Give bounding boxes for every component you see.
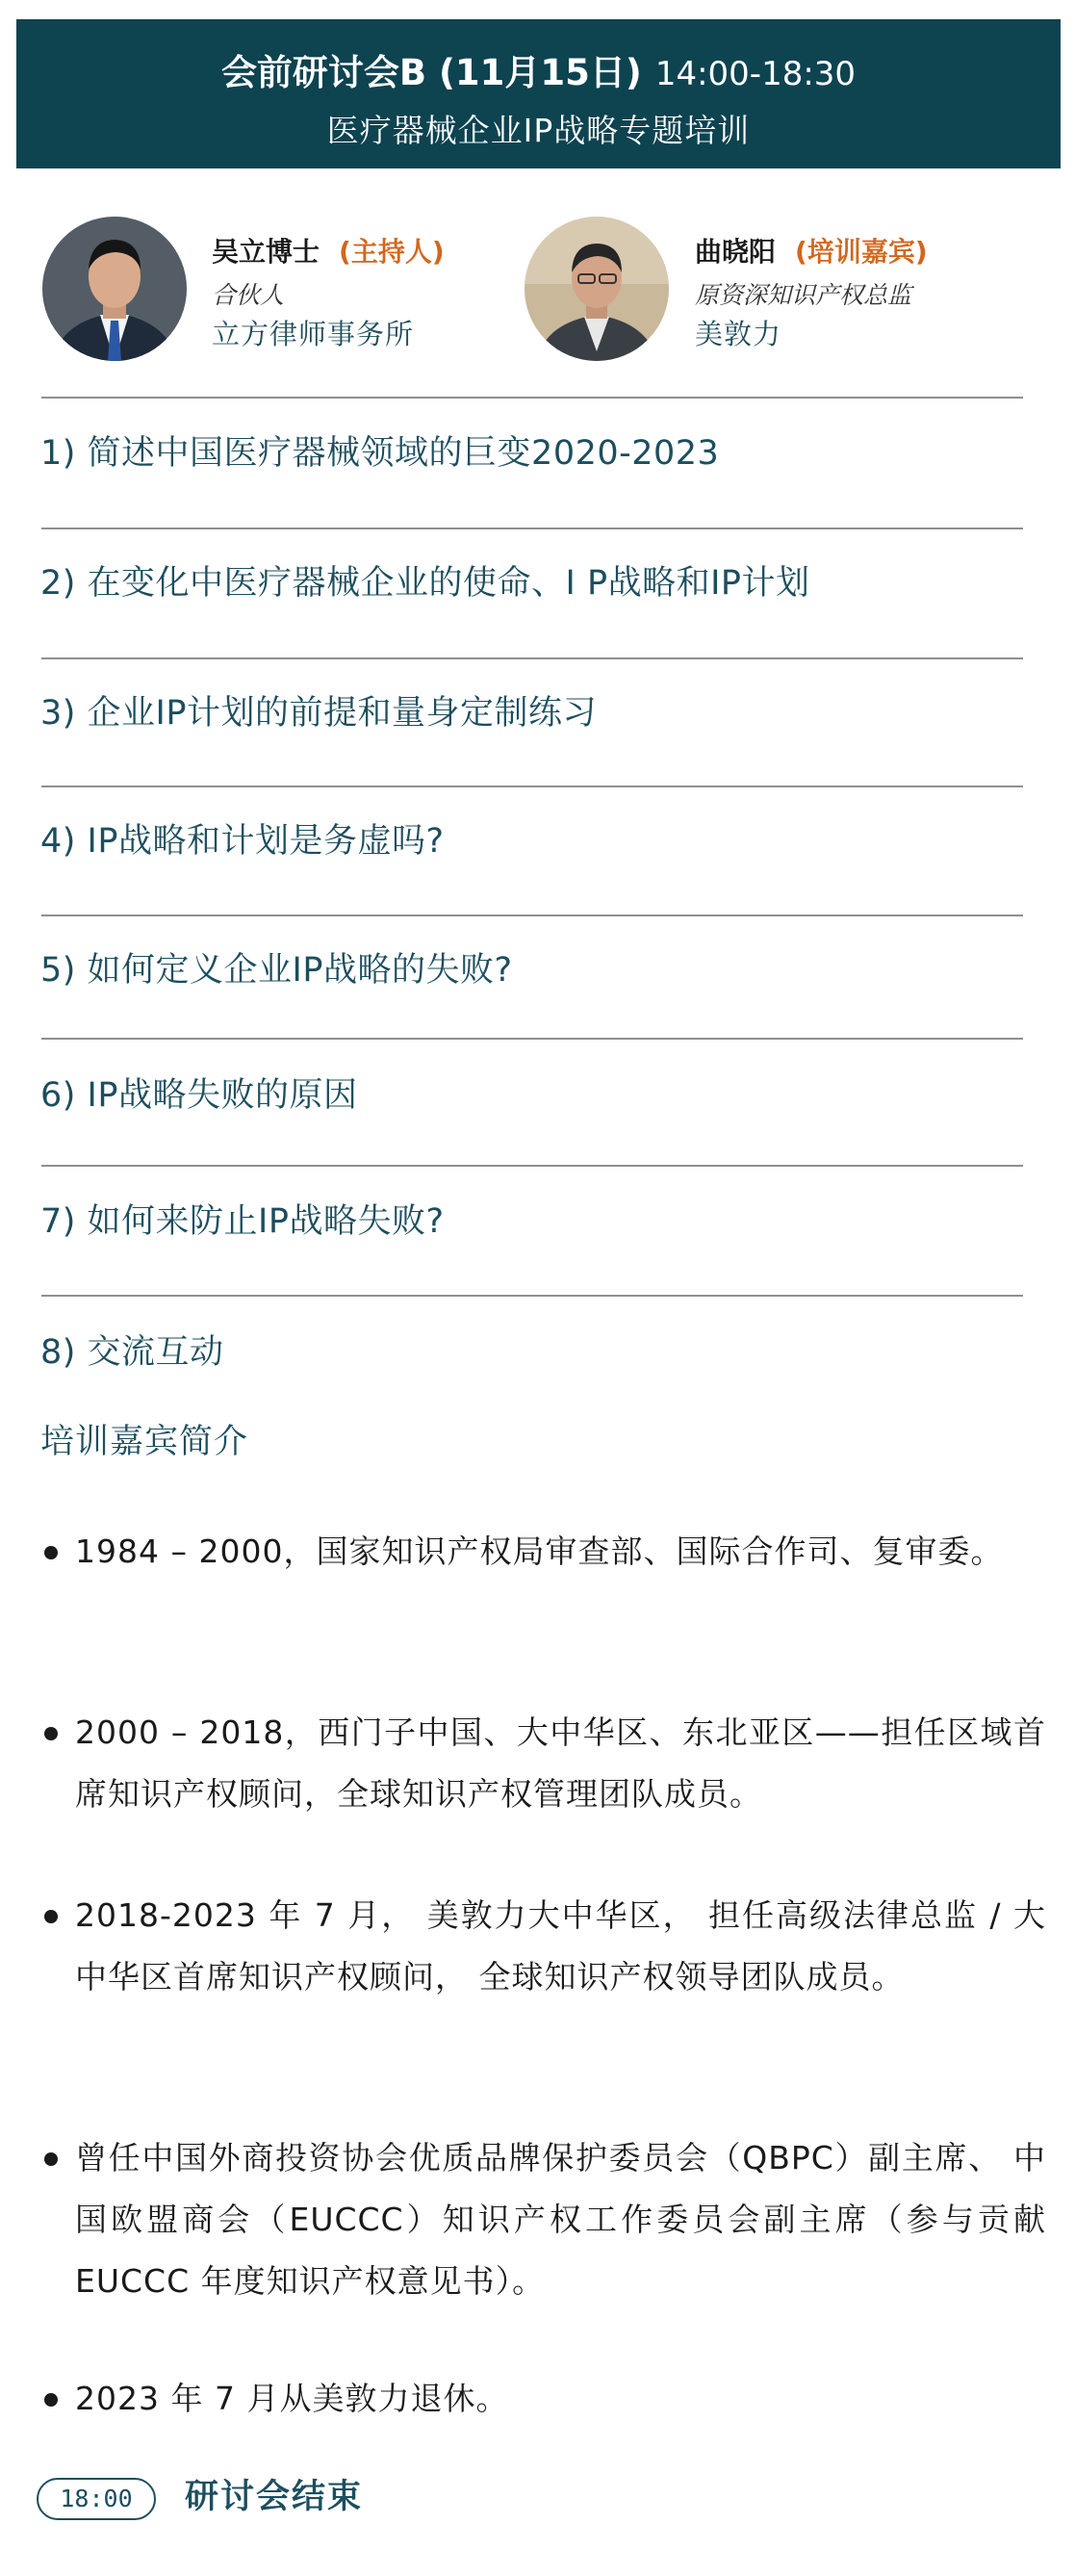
bullet-dot [44, 1910, 58, 1923]
speaker-name-host [212, 236, 445, 269]
bio-text: 2018-2023 年 7 月， 美敦力大中华区， 担任高级法律总监 / 大中华区首席知识产权顾问， 全球知识产权领导团队成员。 [75, 1896, 1046, 1996]
session-time: 14:00-18:30 [654, 55, 857, 93]
bullet-dot [44, 2152, 58, 2166]
end-time-badge: 18:00 [37, 2478, 156, 2520]
agenda-item-4: 4) IP战略和计划是务虚吗? [40, 822, 445, 861]
agenda-item-8: 8) 交流互动 [40, 1333, 224, 1372]
divider [41, 528, 1023, 529]
divider [41, 786, 1023, 787]
session-title-line [16, 52, 1061, 95]
divider [41, 397, 1023, 399]
agenda-item-1: 1) 简述中国医疗器械领域的巨变2020-2023 [40, 434, 720, 473]
bullet-dot [44, 2393, 58, 2407]
speaker-title: 原资深知识产权总监 [695, 281, 912, 309]
agenda-item-2: 2) 在变化中医疗器械企业的使命、I P战略和IP计划 [40, 564, 810, 603]
end-label: 研讨会结束 [185, 2478, 364, 2516]
speaker-role: (培训嘉宾) [795, 236, 928, 268]
bullet-dot [44, 1546, 58, 1559]
agenda-item-7: 7) 如何来防止IP战略失败? [40, 1202, 445, 1241]
bio-text: 曾任中国外商投资协会优质品牌保护委员会（QBPC）副主席、 中国欧盟商会（EUCCC）知识产权工作委员会副主席（参与贡献 EUCCC 年度知识产权意见书）。 [75, 2139, 1046, 2300]
session-header [16, 19, 1061, 168]
speaker-photo-host [42, 217, 187, 361]
speaker-org: 美敦力 [695, 318, 782, 350]
speaker-photo-guest [525, 217, 669, 361]
bio-text: 2023 年 7 月从美敦力退休。 [75, 2380, 509, 2417]
bio-item [40, 2368, 1046, 2430]
speaker-role: (主持人) [339, 236, 445, 268]
bio-text: 1984 – 2000，国家知识产权局审查部、国际合作司、复审委。 [75, 1533, 1004, 1570]
speaker-title: 合伙人 [212, 281, 285, 309]
divider [41, 657, 1023, 659]
agenda-item-5: 5) 如何定义企业IP战略的失败? [40, 951, 513, 990]
bio-heading: 培训嘉宾简介 [40, 1423, 249, 1461]
bio-item [40, 1521, 1046, 1583]
session-title: 会前研讨会B (11月15日) [220, 52, 642, 93]
agenda-item-3: 3) 企业IP计划的前提和量身定制练习 [40, 694, 597, 733]
speaker-name: 曲晓阳 [695, 236, 777, 268]
session-subtitle: 医疗器械企业IP战略专题培训 [326, 112, 751, 149]
divider [41, 914, 1023, 916]
divider [41, 1165, 1023, 1167]
bio-item [40, 1885, 1046, 2008]
divider [41, 1038, 1023, 1040]
bio-item [40, 1702, 1046, 1825]
speaker-name-guest [695, 236, 928, 269]
speaker-org: 立方律师事务所 [212, 318, 415, 350]
bio-text: 2000 – 2018，西门子中国、大中华区、东北亚区——担任区域首席知识产权顾问，全球知识产权管理团队成员。 [75, 1713, 1046, 1813]
divider [41, 1295, 1023, 1297]
bio-item [40, 2127, 1046, 2312]
bullet-dot [44, 1727, 58, 1740]
speaker-name: 吴立博士 [212, 236, 320, 268]
agenda-item-6: 6) IP战略失败的原因 [40, 1076, 358, 1115]
